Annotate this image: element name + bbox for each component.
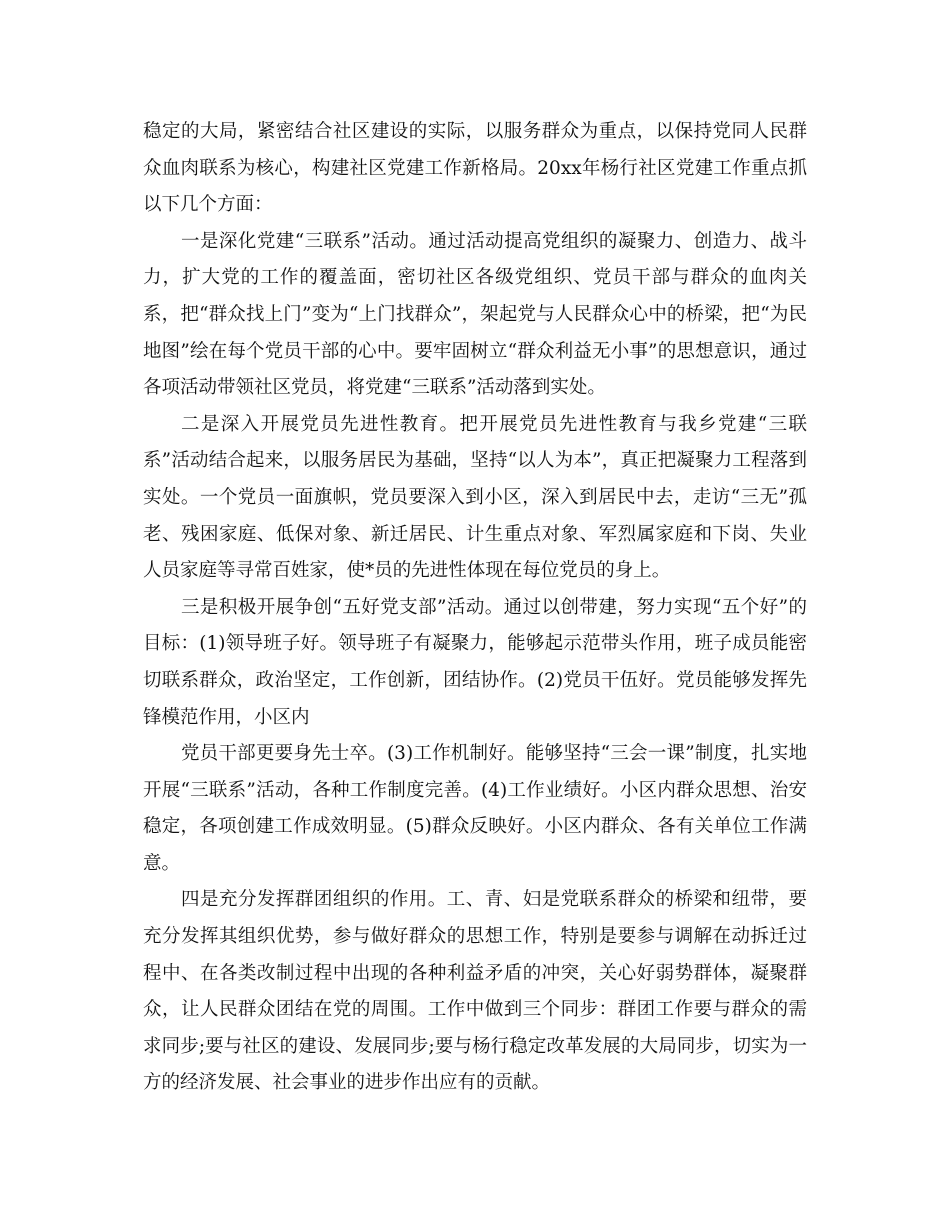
paragraph-item-4: 四是充分发挥群团组织的作用。工、青、妇是党联系群众的桥梁和纽带，要充分发挥其组织优势，参与做好群众的思想工作，特别是要参与调解在动拆迁过程中、在各类改制过程中出现的各种利益矛盾的冲突，关心好弱势群体，凝聚群众，让人民群众团结在党的周围。工作中做到三个同步：群团工作要与群众的需求同步;要与社区的建设、发展同步;要与杨行稳定改革发展的大局同步，切实为一方的经济发展、社会事业的进步作出应有的贡献。 <box>143 889 807 1094</box>
paragraph-item-3: 三是积极开展争创“五好党支部”活动。通过以创带建，努力实现“五个好”的目标：(1)领导班子好。领导班子有凝聚力，能够起示范带头作用，班子成员能密切联系群众，政治坚定，工作创新，团结协作。(2)党员干伍好。党员能够发挥先锋模范作用，小区内 <box>143 596 807 728</box>
paragraph-item-3-continued: 党员干部更要身先士卒。(3)工作机制好。能够坚持“三会一课”制度，扎实地开展“三联系”活动，各种工作制度完善。(4)工作业绩好。小区内群众思想、治安稳定，各项创建工作成效明显。(5)群众反映好。小区内群众、各有关单位工作满意。 <box>143 743 807 874</box>
paragraph-intro: 稳定的大局，紧密结合社区建设的实际，以服务群众为重点，以保持党同人民群众血肉联系为核心，构建社区党建工作新格局。20xx年杨行社区党建工作重点抓以下几个方面： <box>143 121 807 216</box>
document-body <box>143 114 807 1102</box>
paragraph-item-1: 一是深化党建“三联系”活动。通过活动提高党组织的凝聚力、创造力、战斗力，扩大党的工作的覆盖面，密切社区各级党组织、党员干部与群众的血肉关系，把“群众找上门”变为“上门找群众”，架起党与人民群众心中的桥梁，把“为民地图”绘在每个党员干部的心中。要牢固树立“群众利益无小事”的思想意识，通过各项活动带领社区党员，将党建“三联系”活动落到实处。 <box>143 230 807 399</box>
paragraph-item-2: 二是深入开展党员先进性教育。把开展党员先进性教育与我乡党建“三联系”活动结合起来，以服务居民为基础，坚持“以人为本”，真正把凝聚力工程落到实处。一个党员一面旗帜，党员要深入到小区，深入到居民中去，走访“三无”孤老、残困家庭、低保对象、新迁居民、计生重点对象、军烈属家庭和下岗、失业人员家庭等寻常百姓家，使*员的先进性体现在每位党员的身上。 <box>143 413 807 582</box>
